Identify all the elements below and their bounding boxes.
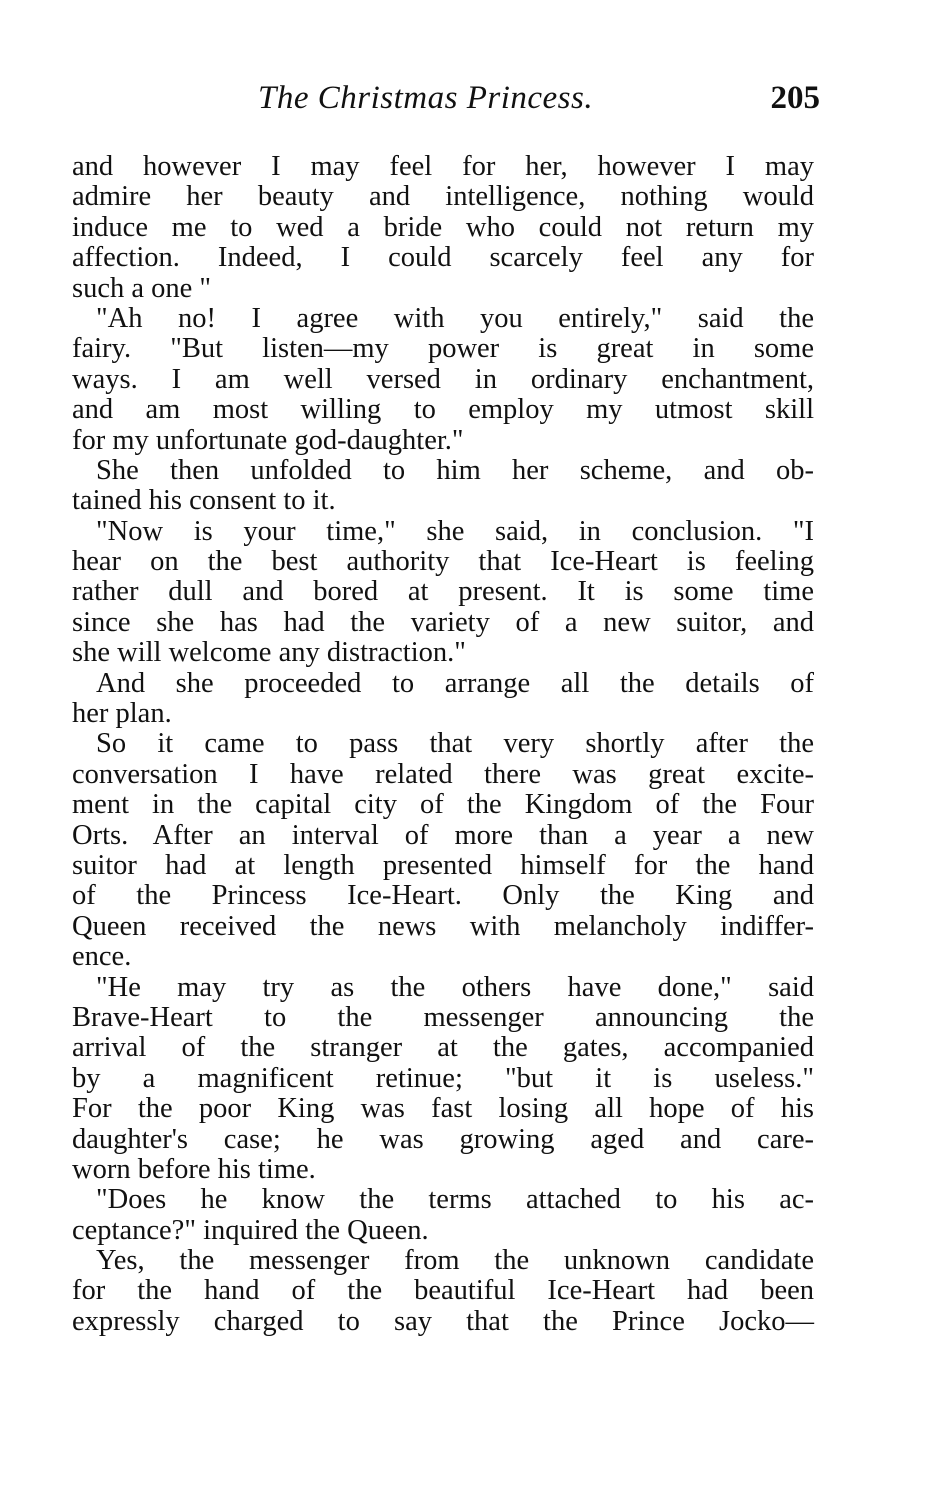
text-line: affection. Indeed, I could scarcely feel any for — [72, 242, 814, 274]
text-line: fairy. "But listen—my power is great in some — [72, 333, 814, 365]
text-line: ment in the capital city of the Kingdom of the Four — [72, 789, 814, 821]
text-line: expressly charged to say that the Prince Jocko— — [72, 1305, 814, 1337]
text-line: rather dull and bored at present. It is some time — [72, 576, 814, 608]
text-line: suitor had at length presented himself for the hand — [72, 849, 814, 881]
text-line: such a one " — [72, 272, 212, 304]
text-line: She then unfolded to him her scheme, and ob- — [96, 454, 814, 486]
text-line: for the hand of the beautiful Ice-Heart had been — [72, 1275, 814, 1307]
text-line: And she proceeded to arrange all the details of — [96, 667, 814, 699]
text-line: since she has had the variety of a new suitor, and — [72, 606, 814, 638]
text-line: Orts. After an interval of more than a year a new — [72, 819, 814, 851]
text-line: "Does he know the terms attached to his ac- — [96, 1184, 814, 1216]
text-line: and am most willing to employ my utmost skill — [72, 394, 814, 426]
text-line: hear on the best authority that Ice-Heart is feeling — [72, 546, 814, 578]
text-line: induce me to wed a bride who could not return my — [72, 211, 814, 243]
text-line: ceptance?" inquired the Queen. — [72, 1214, 429, 1246]
text-line: "Ah no! I agree with you entirely," said the — [96, 302, 814, 334]
text-line: Queen received the news with melancholy indiffer- — [72, 910, 814, 942]
text-line: and however I may feel for her, however I may — [72, 151, 814, 182]
text-line: For the poor King was fast losing all hope of his — [72, 1093, 814, 1125]
text-line: Brave-Heart to the messenger announcing the — [72, 1001, 814, 1033]
text-line: she will welcome any distraction." — [72, 637, 466, 669]
text-line: her plan. — [72, 698, 172, 730]
text-line: admire her beauty and intelligence, nothing would — [72, 181, 814, 213]
text-line: by a magnificent retinue; "but it is useless." — [72, 1062, 814, 1094]
running-title: The Christmas Princess. — [258, 80, 594, 116]
page-number: 205 — [770, 80, 820, 116]
text-line: arrival of the stranger at the gates, accompanied — [72, 1032, 814, 1064]
text-line: ence. — [72, 941, 132, 973]
text-line: So it came to pass that very shortly after the — [96, 728, 814, 760]
text-line: daughter's case; he was growing aged and care- — [72, 1123, 814, 1155]
text-line: of the Princess Ice-Heart. Only the King and — [72, 880, 814, 912]
text-line: "He may try as the others have done," said — [96, 971, 814, 1003]
text-line: worn before his time. — [72, 1153, 316, 1185]
text-line: tained his consent to it. — [72, 485, 336, 517]
body-text — [72, 152, 814, 1337]
text-line: Yes, the messenger from the unknown candidate — [96, 1245, 814, 1277]
text-line: for my unfortunate god-daughter." — [72, 424, 464, 456]
text-line: conversation I have related there was great excite- — [72, 758, 814, 790]
text-line: "Now is your time," she said, in conclusion. "I — [96, 515, 814, 547]
text-line: ways. I am well versed in ordinary enchantment, — [72, 363, 814, 395]
page-header — [72, 80, 820, 128]
